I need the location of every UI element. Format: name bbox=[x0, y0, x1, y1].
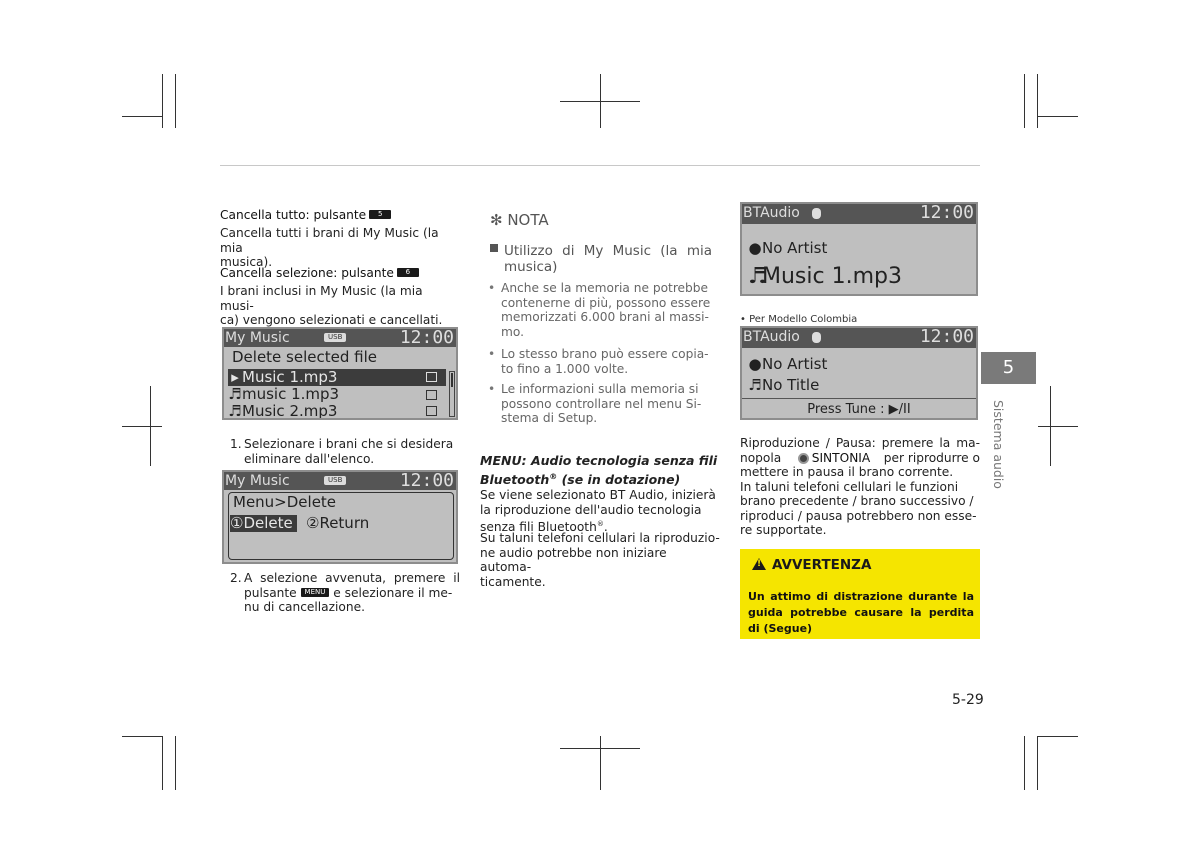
crop-mark bbox=[1038, 116, 1078, 117]
colombia-note: • Per Modello Colombia bbox=[740, 314, 858, 325]
music-note-icon: ♬ bbox=[228, 402, 242, 420]
person-icon: ● bbox=[748, 239, 762, 257]
person-icon: ● bbox=[748, 355, 762, 373]
lcd-status-bar bbox=[224, 472, 456, 490]
artist-line: ●No Artist bbox=[748, 355, 828, 373]
nota-item-1: Anche se la memoria ne potrebbe contenerne di più, possono essere memorizzati 6.000 brani al massi- mo. bbox=[501, 281, 711, 339]
page-number: 5-29 bbox=[952, 692, 984, 708]
lcd-subtitle: Delete selected file bbox=[232, 348, 377, 366]
press-tune-hint: Press Tune : ▶/II bbox=[807, 402, 911, 417]
scrollbar[interactable] bbox=[449, 371, 455, 417]
crop-mark bbox=[560, 101, 640, 102]
lcd-title: BTAudio bbox=[743, 205, 800, 221]
checkbox[interactable] bbox=[426, 390, 437, 400]
lcd-title: My Music bbox=[225, 473, 290, 489]
usb-badge: USB bbox=[324, 333, 346, 342]
section-label: Sistema audio bbox=[991, 400, 1006, 489]
warning-triangle-icon bbox=[752, 558, 766, 570]
step-2-number: 2. bbox=[230, 571, 242, 585]
delete-option[interactable]: ①Delete bbox=[230, 515, 297, 532]
lcd-clock: 12:00 bbox=[919, 202, 974, 223]
arrow-right-icon: ▸ bbox=[231, 368, 239, 386]
lcd-status-bar bbox=[224, 329, 456, 347]
checkbox[interactable] bbox=[426, 372, 437, 382]
nota-title: ✻ NOTA bbox=[490, 211, 549, 229]
lcd-list-item[interactable]: ♬music 1.mp3 bbox=[228, 385, 340, 403]
lcd-bt-audio-colombia bbox=[740, 326, 978, 420]
crop-mark bbox=[600, 736, 601, 790]
crop-mark bbox=[1024, 74, 1025, 128]
track-line: ♬Music 1.mp3 bbox=[748, 264, 902, 289]
lcd-clock: 12:00 bbox=[399, 327, 454, 348]
crop-mark bbox=[122, 116, 162, 117]
bluetooth-icon bbox=[812, 332, 821, 343]
menu-button-icon: MENU bbox=[301, 588, 330, 597]
crop-mark bbox=[1038, 736, 1078, 737]
lcd-title: BTAudio bbox=[743, 329, 800, 345]
warning-box bbox=[740, 549, 980, 639]
crop-mark bbox=[122, 426, 162, 427]
crop-mark bbox=[122, 736, 162, 737]
crop-mark bbox=[162, 736, 163, 790]
title-line: ♬No Title bbox=[748, 376, 820, 394]
lcd-subtitle: Menu>Delete bbox=[233, 493, 337, 511]
bullet-dot: • bbox=[488, 382, 496, 396]
crop-mark bbox=[1038, 426, 1078, 427]
button-6-icon: 6 bbox=[397, 268, 419, 277]
bt-audio-paragraph-1: Se viene selezionato BT Audio, inizierà la riproduzione dell'audio tecnologia senza fili Bluetooth®. bbox=[480, 488, 716, 535]
music-note-icon: ♬ bbox=[228, 385, 242, 403]
bt-audio-paragraph-2: Su taluni telefoni cellulari la riproduzio- ne audio potrebbe non iniziare automa- ticamente. bbox=[480, 531, 720, 589]
clear-all-text: Cancella tutti i brani di My Music (la mia musica). bbox=[220, 226, 439, 269]
crop-mark bbox=[175, 74, 176, 128]
crop-mark bbox=[1037, 74, 1038, 128]
bullet-dot: • bbox=[488, 281, 496, 295]
crop-mark bbox=[175, 736, 176, 790]
lcd-divider bbox=[742, 398, 976, 399]
music-note-icon: ♬ bbox=[748, 376, 762, 394]
clear-selection-text: I brani inclusi in My Music (la mia musi- ca) vengono selezionati e cancellati. bbox=[220, 284, 443, 327]
usb-badge: USB bbox=[324, 476, 346, 485]
tune-knob-icon bbox=[798, 453, 809, 464]
lcd-bt-audio bbox=[740, 202, 978, 296]
crop-mark bbox=[1024, 736, 1025, 790]
bluetooth-icon bbox=[812, 208, 821, 219]
lcd-title: My Music bbox=[225, 330, 290, 346]
crop-mark bbox=[560, 748, 640, 749]
warning-title: !AVVERTENZA bbox=[752, 557, 871, 573]
nota-bullet-heading: Utilizzo di My Music (la mia musica) bbox=[490, 244, 712, 275]
nota-item-2: Lo stesso brano può essere copia- to fino a 1.000 volte. bbox=[501, 347, 709, 376]
nota-item-3: Le informazioni sulla memoria si possono controllare nel menu Si- stema di Setup. bbox=[501, 382, 702, 425]
step-2-text: A selezione avvenuta, premere il pulsante MENU e selezionare il me- nu di cancellazione. bbox=[244, 571, 460, 614]
music-note-icon: ♬ bbox=[748, 264, 768, 289]
lcd-list-item-selected[interactable]: ▸ Music 1.mp3 bbox=[228, 369, 446, 386]
artist-line: ●No Artist bbox=[748, 239, 828, 257]
checkbox[interactable] bbox=[426, 406, 437, 416]
lcd-clock: 12:00 bbox=[919, 326, 974, 347]
warning-body: Un attimo di distrazione durante la guida potrebbe causare la perdita di (Segue) bbox=[748, 590, 974, 635]
lcd-status-bar bbox=[742, 328, 976, 348]
crop-mark bbox=[162, 74, 163, 128]
return-option[interactable]: ②Return bbox=[306, 514, 370, 532]
playback-paragraph: Riproduzione / Pausa: premere la ma- nopola SINTONIA per riprodurre o mettere in pausa il brano corrente. In taluni telefoni cellulari le funzioni brano precedente / brano successivo / riproduci / pausa potrebbero non esse- re supportate. bbox=[740, 436, 980, 537]
lcd-menu-delete bbox=[222, 470, 458, 564]
bullet-dot: • bbox=[488, 347, 496, 361]
header-rule bbox=[220, 165, 980, 166]
lcd-clock: 12:00 bbox=[399, 470, 454, 491]
bt-audio-heading: MENU: Audio tecnologia senza fili Bluetooth® (se in dotazione) bbox=[480, 453, 718, 487]
square-bullet-icon bbox=[490, 244, 498, 252]
lcd-delete-selected-file bbox=[222, 327, 458, 420]
step-1-number: 1. bbox=[230, 437, 242, 451]
step-1-text: Selezionare i brani che si desidera eliminare dall'elenco. bbox=[244, 437, 454, 466]
clear-selection-heading: Cancella selezione: pulsante 6 bbox=[220, 266, 419, 281]
clear-all-heading: Cancella tutto: pulsante 5 bbox=[220, 208, 391, 223]
lcd-status-bar bbox=[742, 204, 976, 224]
crop-mark bbox=[1037, 736, 1038, 790]
button-5-icon: 5 bbox=[369, 210, 391, 219]
lcd-list-item[interactable]: ♬Music 2.mp3 bbox=[228, 402, 338, 420]
chapter-tab: 5 bbox=[981, 352, 1036, 384]
